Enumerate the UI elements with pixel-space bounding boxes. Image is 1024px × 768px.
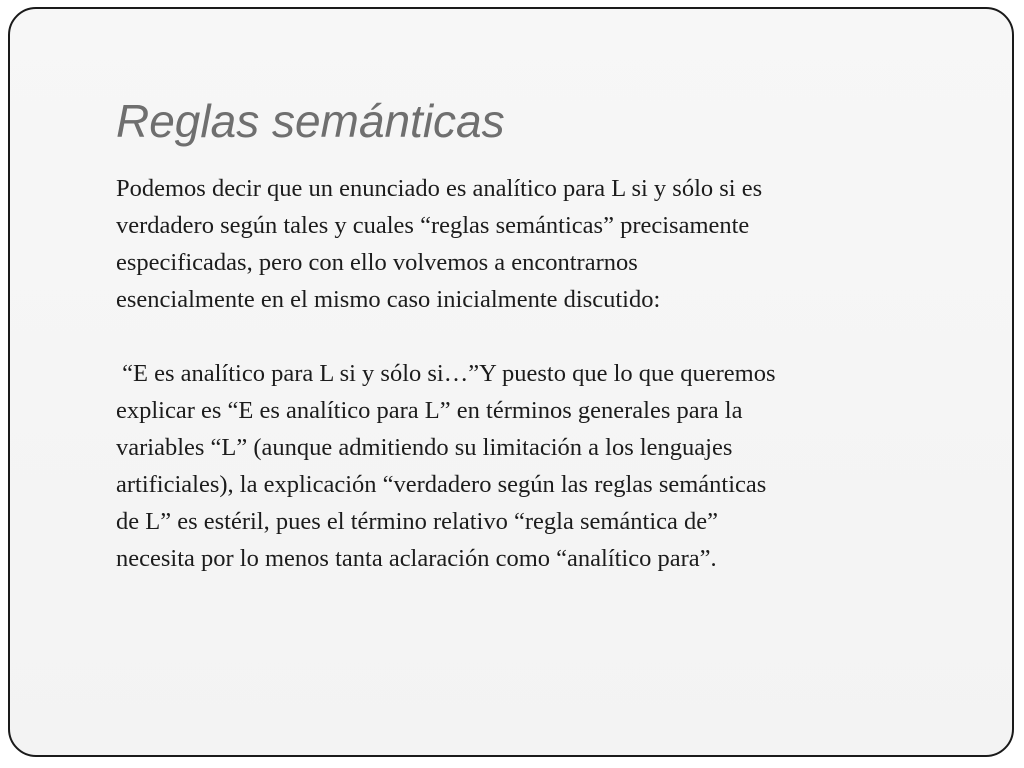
text-line: Podemos decir que un enunciado es analítico para L si y sólo si es: [116, 175, 763, 202]
text-line: artificiales), la explicación “verdadero según las reglas semánticas: [116, 471, 767, 498]
text-line: verdadero según tales y cuales “reglas semánticas” precisamente: [116, 212, 750, 239]
paragraph-1: [116, 170, 966, 318]
text-line: necesita por lo menos tanta aclaración como “analítico para”.: [116, 545, 717, 572]
text-line: de L” es estéril, pues el término relativo “regla semántica de”: [116, 508, 719, 535]
slide-body: [116, 170, 966, 577]
text-line: variables “L” (aunque admitiendo su limitación a los lenguajes: [116, 434, 733, 461]
text-line: explicar es “E es analítico para L” en términos generales para la: [116, 397, 743, 424]
text-line: “E es analítico para L si y sólo si…”Y puesto que lo que queremos: [116, 360, 776, 387]
text-line: esencialmente en el mismo caso inicialmente discutido:: [116, 286, 661, 313]
paragraph-2: [116, 355, 966, 577]
text-line: especificadas, pero con ello volvemos a encontrarnos: [116, 249, 638, 276]
slide: [8, 7, 1014, 757]
slide-title: Reglas semánticas: [116, 95, 505, 147]
